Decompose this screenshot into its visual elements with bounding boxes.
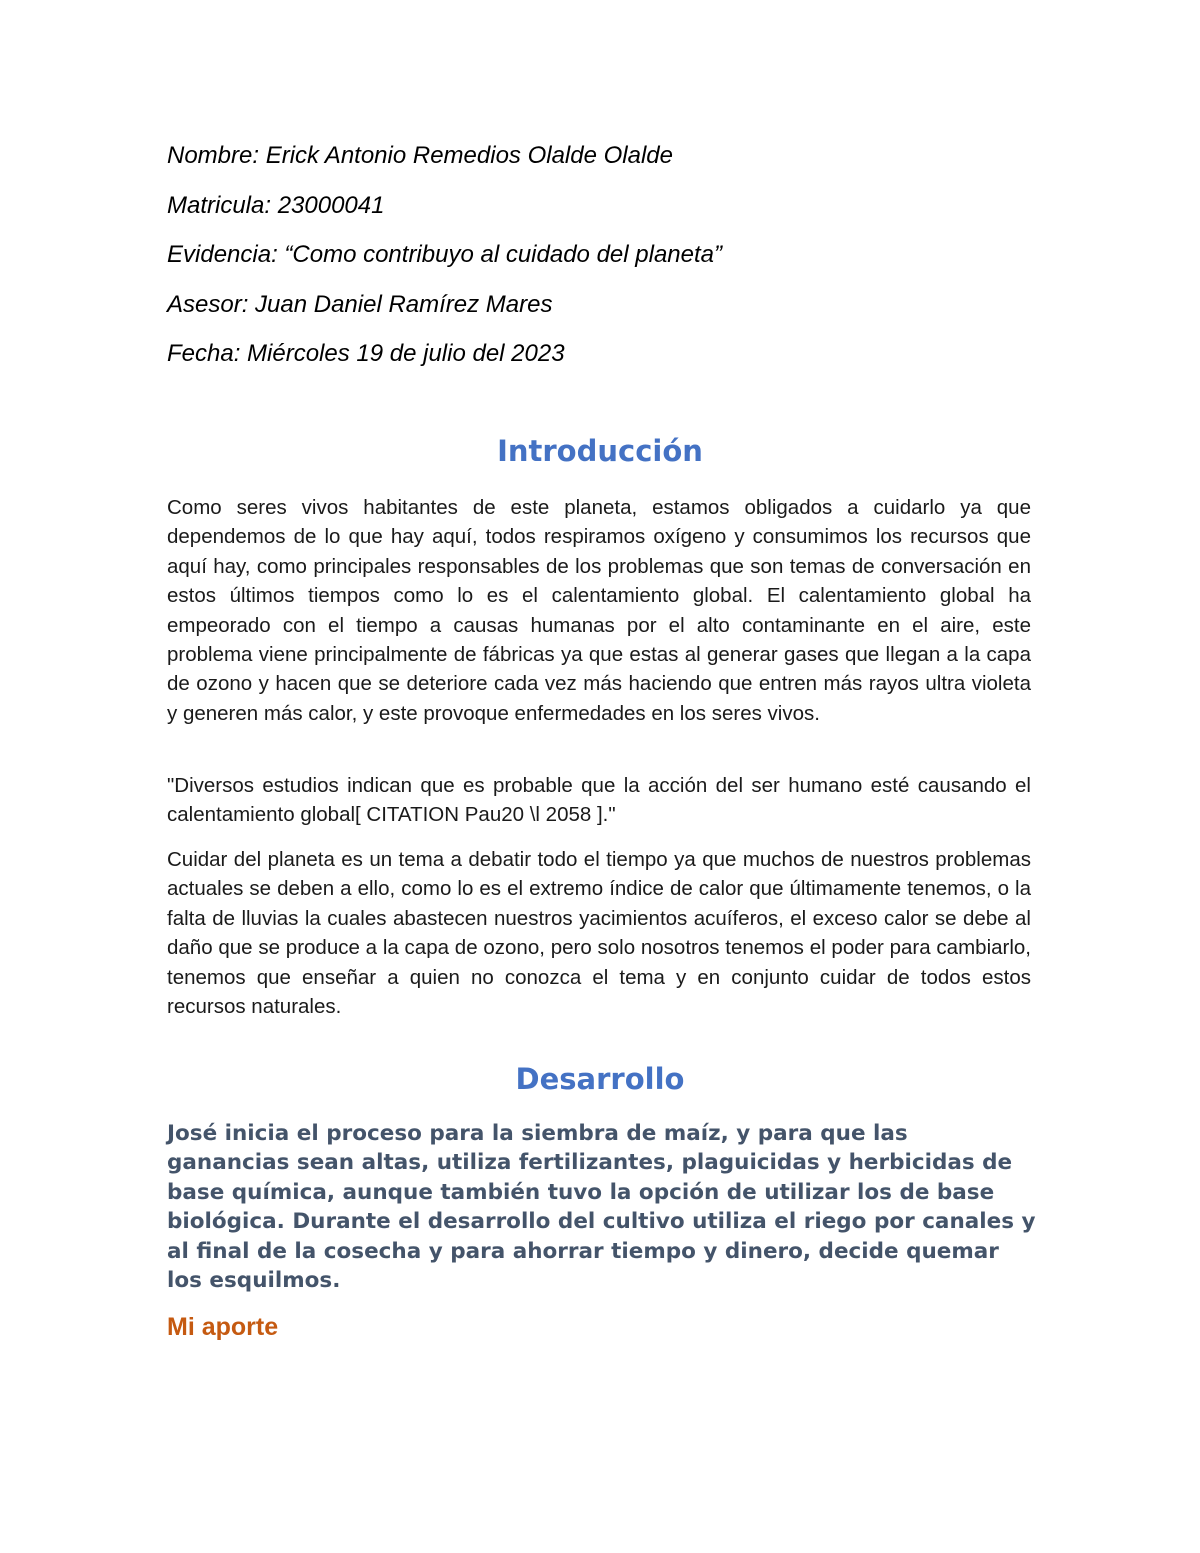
my-contribution-heading: Mi aporte	[167, 1313, 279, 1341]
introduction-paragraph-1	[167, 493, 1031, 728]
case-description: José inicia el proceso para la siembra de maíz, y para que las ganancias sean altas, utiliza fertilizantes, plaguicidas y herbicidas de base química, aunque también tuvo la opción de utilizar los de base biológica. Durante el desarrollo del cultivo utiliza el riego por canales y al final de la cosecha y para ahorrar tiempo y dinero, decide quemar los esquilmos.	[167, 1121, 1036, 1294]
quote-text: "Diversos estudios indican que es probable que la acción del ser humano esté causando el calentamiento global[ CITATION Pau20 \l 2058 ]."	[167, 774, 1031, 827]
introduction-heading: Introducción	[497, 434, 703, 468]
student-id: Matricula: 23000041	[167, 191, 385, 219]
paragraph-text: Como seres vivos habitantes de este planeta, estamos obligados a cuidarlo ya que dependemos de lo que hay aquí, todos respiramos oxígeno y consumimos los recursos que aquí hay, como principales responsables de los problemas que son temas de conversación en estos últimos tiempos como lo es el calentamiento global. El calentamiento global ha empeorado con el tiempo a causas humanas por el alto contaminante en el aire, este problema viene principalmente de fábricas ya que estas al generar gases que llegan a la capa de ozono y hacen que se deteriore cada vez más haciendo que entren más rayos ultra violeta y generen más calor, y este provoque enfermedades en los seres vivos.	[167, 496, 1031, 725]
student-info	[167, 138, 1047, 386]
evidence-title: Evidencia: “Como contribuyo al cuidado del planeta”	[167, 241, 722, 268]
student-name: Nombre: Erick Antonio Remedios Olalde Olalde	[167, 142, 674, 169]
development-heading: Desarrollo	[515, 1062, 685, 1096]
introduction-quote-paragraph	[167, 771, 1031, 830]
paragraph-text: Cuidar del planeta es un tema a debatir todo el tiempo ya que muchos de nuestros problemas actuales se deben a ello, como lo es el extremo índice de calor que últimamente tenemos, o la falta de lluvias la cuales abastecen nuestros yacimientos acuíferos, el exceso calor se debe al daño que se produce a la capa de ozono, pero solo nosotros tenemos el poder para cambiarlo, tenemos que enseñar a quien no conozca el tema y en conjunto cuidar de todos estos recursos naturales.	[167, 848, 1031, 1019]
advisor-name: Asesor: Juan Daniel Ramírez Mares	[167, 290, 553, 318]
introduction-paragraph-3	[167, 845, 1031, 1021]
date-line: Fecha: Miércoles 19 de julio del 2023	[167, 340, 565, 367]
